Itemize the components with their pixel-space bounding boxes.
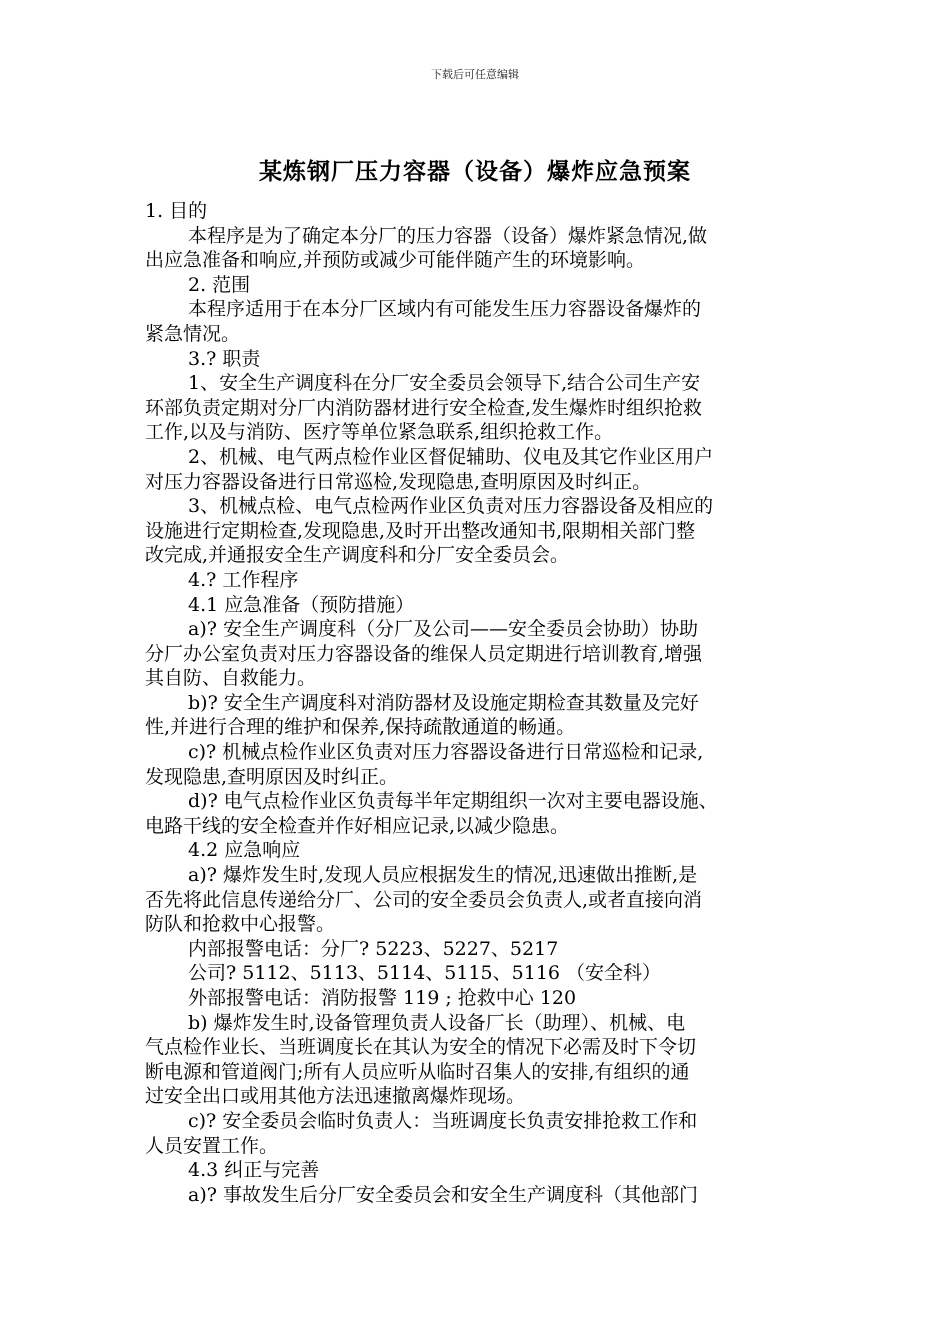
body-line: d)? 电气点检作业区负责每半年定期组织一次对主要电器设施、 <box>188 790 718 813</box>
body-line: 本程序是为了确定本分厂的压力容器（设备）爆炸紧急情况,做 <box>188 224 708 247</box>
body-line: 公司? 5112、5113、5114、5115、5116 （安全科） <box>188 962 662 985</box>
document-title: 某炼钢厂压力容器（设备）爆炸应急预案 <box>259 158 691 185</box>
body-line: a)? 安全生产调度科（分厂及公司——安全委员会协助）协助 <box>188 618 698 641</box>
body-line: 设施进行定期检查,发现隐患,及时开出整改通知书,限期相关部门整 <box>145 519 696 542</box>
body-line: 环部负责定期对分厂内消防器材进行安全检查,发生爆炸时组织抢救 <box>145 396 703 419</box>
body-line: a)? 事故发生后分厂安全委员会和安全生产调度科（其他部门 <box>188 1183 698 1206</box>
document-body <box>145 199 820 1207</box>
body-line: 3、机械点检、电气点检两作业区负责对压力容器设备及相应的 <box>188 495 714 518</box>
body-line: 人员安置工作。 <box>145 1134 279 1157</box>
body-line: b) 爆炸发生时,设备管理负责人设备厂长（助理）、机械、电 <box>188 1011 686 1034</box>
body-line: c)? 安全委员会临时负责人：当班调度长负责安排抢救工作和 <box>188 1109 698 1132</box>
body-line: 过安全出口或用其他方法迅速撤离爆炸现场。 <box>145 1085 526 1108</box>
body-line: c)? 机械点检作业区负责对压力容器设备进行日常巡检和记录, <box>188 741 704 764</box>
body-line: 改完成,并通报安全生产调度科和分厂安全委员会。 <box>145 544 570 567</box>
body-line: 出应急准备和响应,并预防或减少可能伴随产生的环境影响。 <box>145 249 646 272</box>
body-line: 2. 范围 <box>188 273 251 296</box>
body-line: 分厂办公室负责对压力容器设备的维保人员定期进行培训教育,增强 <box>145 642 703 665</box>
body-line: 4.? 工作程序 <box>188 568 299 591</box>
body-line: b)? 安全生产调度科对消防器材及设施定期检查其数量及完好 <box>188 691 699 714</box>
body-line: 防队和抢救中心报警。 <box>145 913 336 936</box>
body-line: 本程序适用于在本分厂区域内有可能发生压力容器设备爆炸的 <box>188 298 702 321</box>
body-line: 否先将此信息传递给分厂、公司的安全委员会负责人,或者直接向消 <box>145 888 703 911</box>
page-header-note: 下载后可任意编辑 <box>431 68 519 81</box>
body-line: 3.? 职责 <box>188 347 261 370</box>
body-line: 性,并进行合理的维护和保养,保持疏散通道的畅通。 <box>145 716 576 739</box>
body-line: 4.1 应急准备（预防措施） <box>188 593 415 616</box>
body-line: 1. 目的 <box>145 200 208 222</box>
body-line: 外部报警电话：消防报警 119 ; 抢救中心 120 <box>188 987 577 1009</box>
body-line: 电路干线的安全检查并作好相应记录,以减少隐患。 <box>145 814 570 837</box>
body-line: a)? 爆炸发生时,发现人员应根据发生的情况,迅速做出推断,是 <box>188 864 698 887</box>
body-line: 断电源和管道阀门;所有人员应听从临时召集人的安排,有组织的通 <box>145 1060 690 1083</box>
body-line: 发现隐患,查明原因及时纠正。 <box>145 765 399 788</box>
body-line: 2、机械、电气两点检作业区督促辅助、仪电及其它作业区用户 <box>188 445 714 468</box>
body-line: 其自防、自救能力。 <box>145 667 317 690</box>
body-line: 1、安全生产调度科在分厂安全委员会领导下,结合公司生产安 <box>188 372 701 395</box>
body-line: 气点检作业长、当班调度长在其认为安全的情况下必需及时下令切 <box>145 1036 697 1059</box>
body-line: 工作,以及与消防、医疗等单位紧急联系,组织抢救工作。 <box>145 421 614 444</box>
body-line: 4.3 纠正与完善 <box>188 1159 320 1182</box>
body-line: 4.2 应急响应 <box>188 839 301 862</box>
body-line: 对压力容器设备进行日常巡检,发现隐患,查明原因及时纠正。 <box>145 470 652 493</box>
body-line: 紧急情况。 <box>145 322 241 345</box>
body-line: 内部报警电话：分厂? 5223、5227、5217 <box>188 937 559 960</box>
